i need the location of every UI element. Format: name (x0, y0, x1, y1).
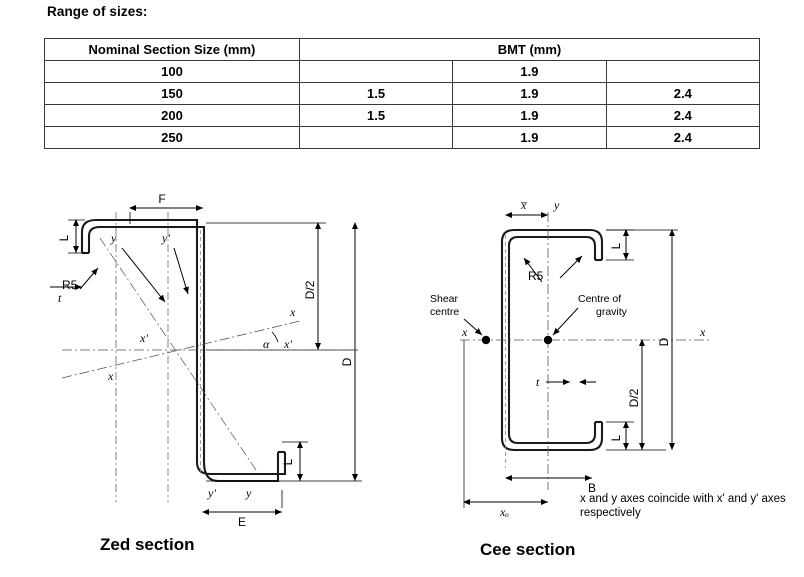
cee-label-shear-centre-line2: centre (430, 306, 460, 318)
cee-label-lip-bottom: L (609, 434, 623, 442)
cell-bmt (299, 127, 452, 149)
table-row (45, 61, 760, 83)
cee-label-cog-line1: Centre of (578, 293, 622, 305)
cee-label-y: y (554, 198, 560, 212)
zed-label-xprime-left: x' (140, 331, 148, 345)
zed-label-y-bottom-right: y (246, 486, 252, 500)
zed-angle-arc (272, 332, 278, 342)
cee-label-x-left: x (462, 325, 468, 339)
cell-bmt: 1.5 (299, 83, 452, 105)
zed-profile-outline (82, 220, 285, 481)
zed-label-lip-top: L (57, 234, 71, 242)
cee-label-depth: D (657, 337, 671, 347)
cell-bmt: 1.9 (453, 127, 606, 149)
zed-leader-centroid-b (174, 248, 188, 294)
cell-bmt (606, 61, 759, 83)
zed-label-x-right: x (290, 305, 296, 319)
cee-leader-cog (553, 308, 578, 335)
cell-bmt: 2.4 (606, 105, 759, 127)
cell-bmt: 1.5 (299, 105, 452, 127)
cee-label-half-depth: D/2 (627, 388, 641, 408)
cell-bmt: 1.9 (453, 61, 606, 83)
cee-label-radius: R5 (528, 269, 544, 283)
cee-label-xbar: x̅ (521, 198, 527, 212)
zed-label-half-depth: D/2 (303, 280, 317, 300)
zed-label-alpha: α (263, 337, 270, 351)
cee-label-shear-centre-line1: Shear (430, 293, 459, 305)
cee-label-B: B (588, 481, 597, 495)
cee-centre-of-gravity-point (544, 336, 552, 344)
zed-label-thickness: t (58, 291, 62, 305)
zed-section-caption: Zed section (100, 535, 195, 554)
table-row (45, 83, 760, 105)
table-row (45, 105, 760, 127)
column-header-bmt: BMT (mm) (299, 39, 759, 61)
zed-label-x-left: x (108, 369, 114, 383)
zed-label-lip-bottom: L (281, 458, 295, 466)
cell-bmt: 2.4 (606, 127, 759, 149)
cee-axes-note: x and y axes coincide with x' and y' axes respectively (580, 493, 786, 519)
zed-section-diagram (10, 190, 430, 530)
cee-label-thickness: t (536, 375, 540, 389)
zed-label-F: F (158, 192, 166, 206)
zed-radius-leader (80, 268, 98, 289)
cee-radius-leader-right (560, 256, 582, 278)
zed-label-radius: R5 (62, 278, 78, 292)
cell-bmt: 1.9 (453, 105, 606, 127)
cell-bmt (299, 61, 452, 83)
cell-size: 250 (45, 127, 300, 149)
size-range-table (44, 38, 760, 149)
zed-principal-diagonal (100, 238, 256, 470)
zed-label-xprime-right: x' (284, 337, 292, 351)
section-diagrams (0, 190, 804, 577)
cee-section-caption: Cee section (480, 540, 576, 559)
column-header-nominal-size: Nominal Section Size (mm) (45, 39, 300, 61)
zed-label-E: E (237, 515, 247, 529)
page-heading: Range of sizes: (47, 4, 148, 19)
zed-label-yprime-bottom-left: y' (208, 486, 216, 500)
cee-label-cog-line2: gravity (596, 306, 627, 318)
zed-label-yprime-top-right: y' (162, 231, 170, 245)
zed-label-y-top-left: y (111, 231, 117, 245)
zed-leader-centroid-a (122, 248, 165, 302)
table-row (45, 127, 760, 149)
cell-size: 150 (45, 83, 300, 105)
cee-label-xo: xₒ (500, 505, 509, 519)
zed-label-depth: D (340, 357, 354, 367)
cell-bmt: 2.4 (606, 83, 759, 105)
cee-section-diagram (420, 190, 800, 530)
cell-size: 200 (45, 105, 300, 127)
cee-label-lip-top: L (609, 242, 623, 250)
table-header-row (45, 39, 760, 61)
cell-size: 100 (45, 61, 300, 83)
cell-bmt: 1.9 (453, 83, 606, 105)
cee-shear-centre-point (482, 336, 490, 344)
cee-label-x-right: x (700, 325, 706, 339)
